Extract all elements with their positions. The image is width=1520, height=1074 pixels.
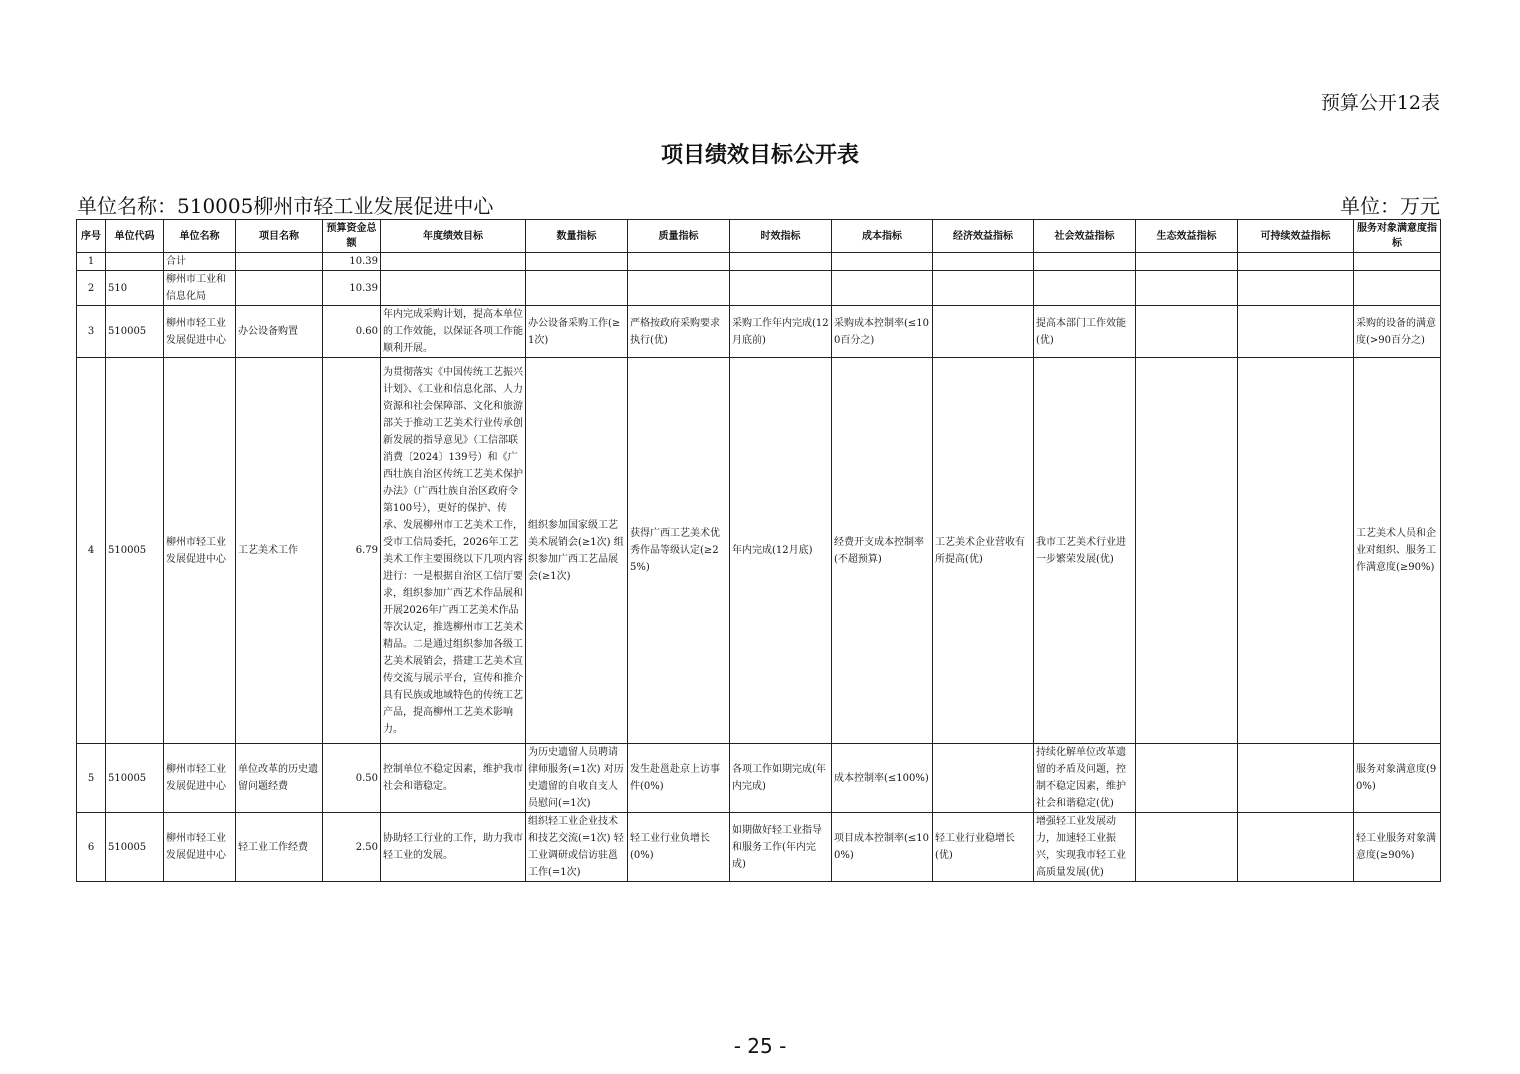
performance-table [76,219,1441,882]
project-name-cell [236,271,323,306]
page-title: 项目绩效目标公开表 [660,143,859,168]
index-cell: 3 [77,306,106,358]
project-name-cell: 办公设备购置 [236,306,323,358]
project-name-cell: 工艺美术工作 [236,358,323,744]
satisfaction-cell [1354,253,1441,271]
col-header-annual-goal: 年度绩效目标 [381,220,526,253]
currency-unit-line: 单位：万元 [1340,194,1440,218]
col-header-index: 序号 [77,220,106,253]
col-header-unit-name: 单位名称 [164,220,236,253]
quantity-cell: 为历史遗留人员聘请律师服务(=1次) 对历史遗留的自收自支人员慰问(=1次) [526,744,628,813]
unit-code-cell [106,253,164,271]
table-row [77,253,1441,271]
col-header-unit-code: 单位代码 [106,220,164,253]
cost-cell: 经费开支成本控制率(不超预算) [832,358,933,744]
col-header-sustainable: 可持续效益指标 [1238,220,1354,253]
timeliness-cell: 如期做好轻工业指导和服务工作(年内完成) [730,813,832,882]
cost-cell [832,271,933,306]
satisfaction-cell [1354,271,1441,306]
project-name-cell: 轻工业工作经费 [236,813,323,882]
economic-cell: 工艺美术企业营收有所提高(优) [933,358,1034,744]
table-code: 预算公开12表 [1320,92,1440,114]
unit-name-cell: 柳州市轻工业发展促进中心 [164,813,236,882]
ecological-cell [1136,253,1238,271]
economic-cell: 轻工业行业稳增长(优) [933,813,1034,882]
quality-cell: 发生赴邕赴京上访事件(0%) [628,744,730,813]
sustainable-cell [1238,271,1354,306]
budget-cell: 0.50 [323,744,381,813]
quantity-cell: 办公设备采购工作(≥1次) [526,306,628,358]
timeliness-cell [730,271,832,306]
annual-goal-cell: 控制单位不稳定因素，维护我市社会和谐稳定。 [381,744,526,813]
project-name-cell [236,253,323,271]
col-header-economic: 经济效益指标 [933,220,1034,253]
satisfaction-cell: 采购的设备的满意度(>90百分之) [1354,306,1441,358]
cost-cell: 项目成本控制率(≤100%) [832,813,933,882]
economic-cell [933,271,1034,306]
unit-name-cell: 合计 [164,253,236,271]
budget-cell: 2.50 [323,813,381,882]
index-cell: 4 [77,358,106,744]
quantity-cell: 组织轻工业企业技术和技艺交流(=1次) 轻工业调研或信访驻邕工作(=1次) [526,813,628,882]
table-header-row [77,220,1441,253]
annual-goal-cell: 年内完成采购计划，提高本单位的工作效能，以保证各项工作能顺利开展。 [381,306,526,358]
timeliness-cell [730,253,832,271]
annual-goal-cell [381,253,526,271]
annual-goal-cell: 为贯彻落实《中国传统工艺振兴计划》、《工业和信息化部、人力资源和社会保障部、文化和旅游部关于推动工艺美术行业传承创新发展的指导意见》（工信部联消费〔2024〕139号）和《广西壮族自治区传统工艺美术保护办法》（广西壮族自治区政府令第100号），更好的保护、传承、发展柳州市工艺美术工作，受市工信局委托，2026年工艺美术工作主要围绕以下几项内容进行：一是根据自治区工信厅要求，组织参加广西艺术作品展和开展2026年广西工艺美术作品等次认定，推选柳州市工艺美术精品。二是通过组织参加各级工艺美术展销会，搭建工艺美术宣传交流与展示平台，宣传和推介具有民族或地域特色的传统工艺产品，提高柳州工艺美术影响力。 [381,358,526,744]
ecological-cell [1136,813,1238,882]
social-cell: 我市工艺美术行业进一步繁荣发展(优) [1034,358,1136,744]
page-number: - 25 - [733,1034,787,1058]
quality-cell: 严格按政府采购要求执行(优) [628,306,730,358]
unit-name-cell: 柳州市轻工业发展促进中心 [164,306,236,358]
unit-name-cell: 柳州市轻工业发展促进中心 [164,358,236,744]
quantity-cell [526,253,628,271]
index-cell: 2 [77,271,106,306]
ecological-cell [1136,306,1238,358]
quality-cell: 获得广西工艺美术优秀作品等级认定(≥25%) [628,358,730,744]
col-header-quality: 质量指标 [628,220,730,253]
ecological-cell [1136,358,1238,744]
ecological-cell [1136,271,1238,306]
unit-name-line: 单位名称：510005柳州市轻工业发展促进中心 [77,194,494,218]
sustainable-cell [1238,253,1354,271]
unit-code-cell: 510005 [106,744,164,813]
unit-code-cell: 510005 [106,358,164,744]
unit-name-cell: 柳州市轻工业发展促进中心 [164,744,236,813]
unit-code-cell: 510 [106,271,164,306]
table-row [77,813,1441,882]
col-header-ecological: 生态效益指标 [1136,220,1238,253]
unit-name-cell: 柳州市工业和信息化局 [164,271,236,306]
table-row [77,744,1441,813]
quantity-cell: 组织参加国家级工艺美术展销会(≥1次) 组织参加广西工艺品展会(≥1次) [526,358,628,744]
sustainable-cell [1238,358,1354,744]
economic-cell [933,253,1034,271]
quality-cell [628,271,730,306]
ecological-cell [1136,744,1238,813]
social-cell [1034,271,1136,306]
social-cell: 增强轻工业发展动力，加速轻工业振兴，实现我市轻工业高质量发展(优) [1034,813,1136,882]
col-header-satisfaction: 服务对象满意度指标 [1354,220,1441,253]
index-cell: 5 [77,744,106,813]
satisfaction-cell: 工艺美术人员和企业对组织、服务工作满意度(≥90%) [1354,358,1441,744]
budget-cell: 6.79 [323,358,381,744]
cost-cell [832,253,933,271]
timeliness-cell: 采购工作年内完成(12月底前) [730,306,832,358]
sustainable-cell [1238,744,1354,813]
col-header-quantity: 数量指标 [526,220,628,253]
cost-cell: 成本控制率(≤100%) [832,744,933,813]
social-cell: 持续化解单位改革遗留的矛盾及问题，控制不稳定因素，维护社会和谐稳定(优) [1034,744,1136,813]
col-header-social: 社会效益指标 [1034,220,1136,253]
table-row [77,358,1441,744]
quantity-cell [526,271,628,306]
timeliness-cell: 各项工作如期完成(年内完成) [730,744,832,813]
satisfaction-cell: 轻工业服务对象满意度(≥90%) [1354,813,1441,882]
economic-cell [933,744,1034,813]
table-row [77,271,1441,306]
annual-goal-cell [381,271,526,306]
social-cell: 提高本部门工作效能(优) [1034,306,1136,358]
budget-cell: 10.39 [323,271,381,306]
timeliness-cell: 年内完成(12月底) [730,358,832,744]
col-header-budget: 预算资金总额 [323,220,381,253]
budget-cell: 10.39 [323,253,381,271]
col-header-project-name: 项目名称 [236,220,323,253]
col-header-cost: 成本指标 [832,220,933,253]
sustainable-cell [1238,813,1354,882]
index-cell: 1 [77,253,106,271]
economic-cell [933,306,1034,358]
unit-code-cell: 510005 [106,306,164,358]
annual-goal-cell: 协助轻工行业的工作，助力我市轻工业的发展。 [381,813,526,882]
quality-cell [628,253,730,271]
social-cell [1034,253,1136,271]
budget-cell: 0.60 [323,306,381,358]
cost-cell: 采购成本控制率(≤100百分之) [832,306,933,358]
project-name-cell: 单位改革的历史遗留问题经费 [236,744,323,813]
sustainable-cell [1238,306,1354,358]
unit-code-cell: 510005 [106,813,164,882]
quality-cell: 轻工业行业负增长(0%) [628,813,730,882]
satisfaction-cell: 服务对象满意度(90%) [1354,744,1441,813]
index-cell: 6 [77,813,106,882]
col-header-timeliness: 时效指标 [730,220,832,253]
table-row [77,306,1441,358]
